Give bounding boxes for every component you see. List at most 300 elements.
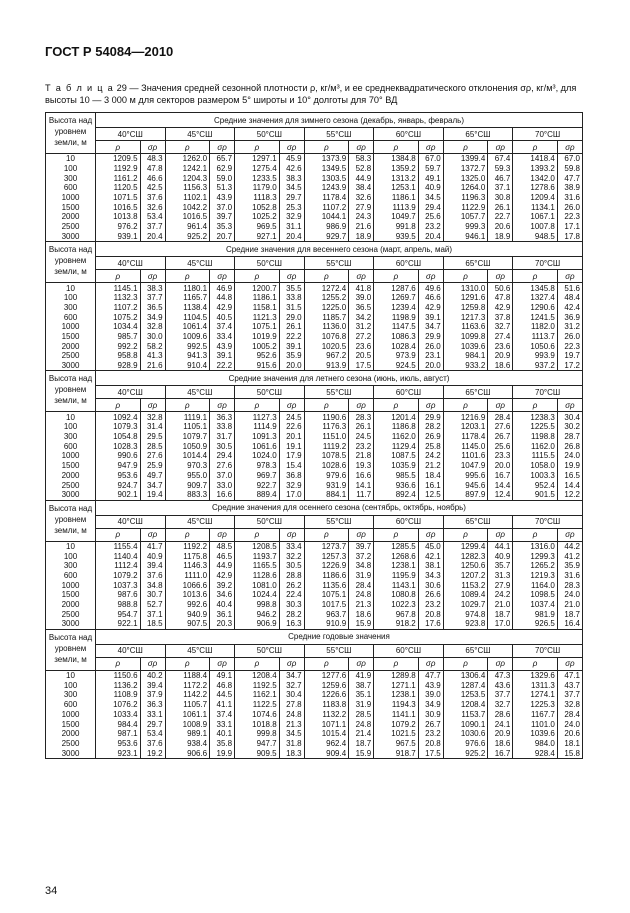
density-value: 1282.3 — [443, 551, 488, 561]
latitude-header: 40°СШ — [96, 515, 166, 528]
density-value: 947.9 — [96, 461, 141, 471]
sigma-value: 21.6 — [349, 222, 374, 232]
density-value: 1049.7 — [374, 212, 419, 222]
sigma-value: 26.0 — [418, 341, 443, 351]
density-value: 937.2 — [513, 361, 558, 371]
density-value: 1079.3 — [96, 422, 141, 432]
sigma-value: 46.5 — [210, 551, 235, 561]
sigma-header: σρ — [210, 399, 235, 412]
height-value: 100 — [46, 164, 96, 174]
height-value: 3000 — [46, 490, 96, 500]
table-row — [46, 670, 583, 680]
sigma-value: 34.6 — [210, 590, 235, 600]
density-value: 1195.9 — [374, 571, 419, 581]
density-value: 1287.6 — [374, 283, 419, 293]
sigma-value: 44.9 — [349, 173, 374, 183]
sigma-value: 28.4 — [488, 412, 513, 422]
latitude-header: 50°СШ — [235, 257, 305, 270]
density-value: 990.6 — [96, 451, 141, 461]
sigma-value: 16.1 — [418, 480, 443, 490]
density-value: 1163.6 — [443, 322, 488, 332]
density-value: 1373.9 — [304, 154, 349, 164]
density-value: 1209.4 — [513, 193, 558, 203]
sigma-value: 25.9 — [140, 461, 165, 471]
density-value: 979.6 — [304, 471, 349, 481]
sigma-value: 44.8 — [210, 293, 235, 303]
sigma-value: 37.4 — [210, 710, 235, 720]
density-value: 892.4 — [374, 490, 419, 500]
sigma-value: 67.0 — [418, 154, 443, 164]
sigma-value: 22.2 — [279, 332, 304, 342]
rho-header: ρ — [235, 399, 280, 412]
density-value: 1127.3 — [235, 412, 280, 422]
sigma-value: 30.8 — [488, 193, 513, 203]
density-value: 1349.5 — [304, 164, 349, 174]
sigma-value: 24.3 — [349, 212, 374, 222]
sigma-value: 23.1 — [418, 351, 443, 361]
density-value: 925.2 — [165, 232, 210, 242]
density-value: 924.7 — [96, 480, 141, 490]
sigma-value: 29.5 — [140, 432, 165, 442]
density-value: 986.9 — [304, 222, 349, 232]
sigma-value: 28.3 — [349, 412, 374, 422]
sigma-header: σρ — [349, 528, 374, 541]
sigma-value: 31.7 — [210, 432, 235, 442]
height-value: 100 — [46, 551, 96, 561]
rho-header: ρ — [513, 399, 558, 412]
sigma-value: 32.7 — [279, 680, 304, 690]
sigma-value: 37.1 — [140, 609, 165, 619]
height-value: 1500 — [46, 719, 96, 729]
density-value: 1119.1 — [165, 412, 210, 422]
height-value: 1000 — [46, 710, 96, 720]
sigma-value: 46.6 — [140, 173, 165, 183]
sigma-value: 42.6 — [279, 164, 304, 174]
latitude-header: 50°СШ — [235, 128, 305, 141]
height-value: 100 — [46, 680, 96, 690]
sigma-value: 20.0 — [418, 361, 443, 371]
table-row — [46, 561, 583, 571]
density-value: 1311.3 — [513, 680, 558, 690]
sigma-value: 38.3 — [140, 283, 165, 293]
sigma-value: 27.2 — [349, 332, 374, 342]
sigma-value: 25.8 — [418, 441, 443, 451]
sigma-header: σρ — [279, 141, 304, 154]
density-value: 1057.7 — [443, 212, 488, 222]
sigma-value: 31.2 — [557, 322, 582, 332]
density-value: 1029.7 — [443, 600, 488, 610]
density-value: 1145.0 — [443, 441, 488, 451]
density-value: 1273.7 — [304, 541, 349, 551]
document-header: ГОСТ Р 54084—2010 — [45, 44, 174, 59]
sigma-value: 18.9 — [349, 232, 374, 242]
symbol-header-row — [46, 399, 583, 412]
density-value: 1271.1 — [374, 680, 419, 690]
sigma-value: 39.7 — [349, 541, 374, 551]
sigma-value: 26.1 — [349, 422, 374, 432]
sigma-value: 16.7 — [488, 471, 513, 481]
density-value: 1359.2 — [374, 164, 419, 174]
density-value: 1200.7 — [235, 283, 280, 293]
density-value: 1393.2 — [513, 164, 558, 174]
sigma-value: 37.9 — [140, 690, 165, 700]
sigma-value: 18.9 — [488, 232, 513, 242]
sigma-value: 37.6 — [140, 739, 165, 749]
density-value: 939.5 — [374, 232, 419, 242]
table-row — [46, 202, 583, 212]
table-row — [46, 154, 583, 164]
sigma-value: 38.9 — [557, 183, 582, 193]
density-value: 1198.9 — [374, 312, 419, 322]
latitude-header: 45°СШ — [165, 386, 235, 399]
density-value: 1253.1 — [374, 183, 419, 193]
sigma-value: 21.0 — [557, 600, 582, 610]
rho-header: ρ — [374, 270, 419, 283]
density-value: 1008.9 — [165, 719, 210, 729]
density-value: 1185.7 — [304, 312, 349, 322]
sigma-value: 26.1 — [279, 322, 304, 332]
sigma-value: 19.2 — [140, 748, 165, 758]
density-value: 973.9 — [374, 351, 419, 361]
sigma-value: 28.6 — [488, 710, 513, 720]
latitude-header: 50°СШ — [235, 644, 305, 657]
sigma-value: 49.1 — [210, 670, 235, 680]
sigma-value: 24.0 — [557, 590, 582, 600]
sigma-value: 43.9 — [418, 680, 443, 690]
sigma-value: 42.9 — [418, 303, 443, 313]
sigma-value: 37.6 — [140, 571, 165, 581]
sigma-value: 51.6 — [557, 283, 582, 293]
sigma-value: 33.0 — [210, 480, 235, 490]
sigma-value: 37.7 — [140, 293, 165, 303]
density-value: 1241.5 — [513, 312, 558, 322]
sigma-value: 41.3 — [140, 351, 165, 361]
density-value: 1037.4 — [513, 600, 558, 610]
density-value: 1153.7 — [443, 710, 488, 720]
sigma-value: 23.2 — [349, 441, 374, 451]
density-value: 1113.7 — [513, 332, 558, 342]
sigma-value: 29.7 — [279, 193, 304, 203]
sigma-value: 41.2 — [557, 551, 582, 561]
sigma-value: 26.9 — [418, 432, 443, 442]
latitude-header: 55°СШ — [304, 386, 374, 399]
density-value: 946.2 — [235, 609, 280, 619]
density-value: 1299.3 — [513, 551, 558, 561]
density-value: 1034.4 — [96, 322, 141, 332]
rho-header: ρ — [304, 528, 349, 541]
height-value: 1000 — [46, 451, 96, 461]
density-value: 963.7 — [304, 609, 349, 619]
sigma-value: 30.5 — [279, 561, 304, 571]
density-value: 1076.2 — [96, 700, 141, 710]
sigma-value: 43.6 — [488, 680, 513, 690]
sigma-value: 20.8 — [418, 739, 443, 749]
sigma-value: 30.4 — [279, 690, 304, 700]
rho-header: ρ — [96, 270, 141, 283]
density-value: 1128.6 — [235, 571, 280, 581]
rho-header: ρ — [96, 141, 141, 154]
season-title: Средние значения для осеннего сезона (сентябрь, октябрь, ноябрь) — [96, 500, 583, 515]
sigma-header: σρ — [140, 141, 165, 154]
latitude-header: 60°СШ — [374, 515, 444, 528]
sigma-value: 19.4 — [140, 490, 165, 500]
density-value: 1028.4 — [374, 341, 419, 351]
density-value: 1143.1 — [374, 580, 419, 590]
density-value: 988.8 — [96, 600, 141, 610]
sigma-value: 24.5 — [279, 412, 304, 422]
sigma-value: 40.9 — [488, 551, 513, 561]
density-value: 987.1 — [96, 729, 141, 739]
sigma-value: 22.4 — [279, 590, 304, 600]
sigma-value: 45.0 — [418, 541, 443, 551]
density-value: 1162.0 — [513, 441, 558, 451]
density-value: 1192.2 — [165, 541, 210, 551]
sigma-value: 28.5 — [349, 710, 374, 720]
sigma-value: 28.4 — [349, 580, 374, 590]
sigma-value: 44.9 — [210, 561, 235, 571]
sigma-value: 40.9 — [418, 183, 443, 193]
density-value: 909.5 — [235, 748, 280, 758]
sigma-value: 32.8 — [557, 700, 582, 710]
latitude-header: 70°СШ — [513, 515, 583, 528]
density-value: 1141.1 — [374, 710, 419, 720]
table-row — [46, 580, 583, 590]
sigma-value: 31.6 — [557, 193, 582, 203]
sigma-value: 16.6 — [349, 471, 374, 481]
density-value: 1238.1 — [374, 690, 419, 700]
sigma-value: 36.8 — [279, 471, 304, 481]
density-value: 952.4 — [513, 480, 558, 490]
sigma-value: 40.5 — [210, 312, 235, 322]
sigma-value: 38.7 — [349, 680, 374, 690]
density-value: 1028.3 — [96, 441, 141, 451]
sigma-value: 62.9 — [210, 164, 235, 174]
density-value: 1013.6 — [165, 590, 210, 600]
density-value: 1198.8 — [513, 432, 558, 442]
sigma-value: 28.5 — [140, 441, 165, 451]
density-value: 931.9 — [304, 480, 349, 490]
sigma-value: 38.4 — [349, 183, 374, 193]
density-value: 1054.8 — [96, 432, 141, 442]
sigma-value: 14.4 — [557, 480, 582, 490]
sigma-value: 42.1 — [418, 551, 443, 561]
symbol-header-row — [46, 141, 583, 154]
page-number: 34 — [45, 885, 58, 897]
density-value: 1167.7 — [513, 710, 558, 720]
sigma-value: 34.9 — [418, 700, 443, 710]
density-value: 1257.3 — [304, 551, 349, 561]
sigma-value: 33.4 — [210, 332, 235, 342]
density-value: 1075.1 — [235, 322, 280, 332]
sigma-header: σρ — [210, 141, 235, 154]
sigma-value: 20.6 — [557, 729, 582, 739]
rho-header: ρ — [374, 141, 419, 154]
rho-header: ρ — [165, 141, 210, 154]
sigma-value: 12.2 — [557, 490, 582, 500]
sigma-value: 46.7 — [488, 173, 513, 183]
density-value: 1020.5 — [304, 341, 349, 351]
density-value: 1287.4 — [443, 680, 488, 690]
density-value: 926.5 — [513, 619, 558, 629]
sigma-value: 17.8 — [557, 232, 582, 242]
sigma-value: 17.5 — [349, 361, 374, 371]
density-value: 1275.4 — [235, 164, 280, 174]
caption-prefix: Т а б л и ц а — [45, 83, 115, 93]
density-value: 967.2 — [304, 351, 349, 361]
sigma-value: 20.7 — [210, 232, 235, 242]
sigma-header: σρ — [349, 399, 374, 412]
sigma-value: 27.6 — [210, 461, 235, 471]
sigma-value: 24.5 — [349, 432, 374, 442]
density-value: 1007.8 — [513, 222, 558, 232]
sigma-value: 34.8 — [349, 561, 374, 571]
density-value: 1192.5 — [235, 680, 280, 690]
sigma-value: 24.8 — [279, 710, 304, 720]
density-value: 1021.5 — [374, 729, 419, 739]
sigma-value: 20.3 — [210, 619, 235, 629]
density-value: 999.8 — [235, 729, 280, 739]
sigma-value: 31.8 — [279, 739, 304, 749]
sigma-value: 14.1 — [349, 480, 374, 490]
density-value: 1151.0 — [304, 432, 349, 442]
sigma-value: 47.7 — [418, 670, 443, 680]
density-value: 1135.6 — [304, 580, 349, 590]
density-value: 1014.4 — [165, 451, 210, 461]
rho-header: ρ — [235, 270, 280, 283]
sigma-value: 53.4 — [140, 729, 165, 739]
latitude-header: 70°СШ — [513, 257, 583, 270]
density-value: 938.4 — [165, 739, 210, 749]
height-value: 600 — [46, 441, 96, 451]
sigma-value: 16.4 — [557, 619, 582, 629]
height-value: 1500 — [46, 332, 96, 342]
density-value: 1262.0 — [165, 154, 210, 164]
density-value: 1050.9 — [165, 441, 210, 451]
latitude-header: 40°СШ — [96, 386, 166, 399]
sigma-header: σρ — [349, 657, 374, 670]
density-value: 1186.8 — [374, 422, 419, 432]
density-value: 1146.3 — [165, 561, 210, 571]
density-value: 897.9 — [443, 490, 488, 500]
sigma-value: 39.7 — [210, 212, 235, 222]
density-value: 1081.0 — [235, 580, 280, 590]
density-value: 992.6 — [165, 600, 210, 610]
density-value: 1091.3 — [235, 432, 280, 442]
density-value: 922.1 — [96, 619, 141, 629]
latitude-header-row — [46, 644, 583, 657]
symbol-header-row — [46, 270, 583, 283]
sigma-value: 24.0 — [557, 451, 582, 461]
height-value: 10 — [46, 412, 96, 422]
sigma-value: 21.4 — [349, 729, 374, 739]
density-value: 913.9 — [304, 361, 349, 371]
latitude-header: 65°СШ — [443, 257, 513, 270]
sigma-header: σρ — [279, 528, 304, 541]
density-value: 1306.4 — [443, 670, 488, 680]
density-value: 922.7 — [235, 480, 280, 490]
density-value: 1313.2 — [374, 173, 419, 183]
height-value: 1500 — [46, 461, 96, 471]
sigma-value: 37.8 — [488, 312, 513, 322]
density-value: 1142.2 — [165, 690, 210, 700]
season-header-row — [46, 113, 583, 128]
density-value: 1122.5 — [235, 700, 280, 710]
density-value: 1289.8 — [374, 670, 419, 680]
density-value: 1269.7 — [374, 293, 419, 303]
density-value: 1086.3 — [374, 332, 419, 342]
sigma-header: σρ — [140, 270, 165, 283]
density-value: 969.7 — [235, 471, 280, 481]
density-value: 1145.1 — [96, 283, 141, 293]
height-label: Высота над уровнем земли, м — [46, 629, 96, 670]
density-value: 1239.4 — [374, 303, 419, 313]
rho-header: ρ — [513, 528, 558, 541]
density-value: 1061.1 — [165, 710, 210, 720]
height-value: 10 — [46, 154, 96, 164]
sigma-value: 42.4 — [557, 303, 582, 313]
sigma-value: 47.8 — [488, 293, 513, 303]
latitude-header: 45°СШ — [165, 515, 235, 528]
density-value: 1243.9 — [304, 183, 349, 193]
density-value: 928.4 — [513, 748, 558, 758]
sigma-value: 39.0 — [349, 293, 374, 303]
sigma-header: σρ — [418, 528, 443, 541]
sigma-value: 41.7 — [140, 541, 165, 551]
sigma-value: 15.4 — [279, 461, 304, 471]
sigma-value: 26.0 — [557, 202, 582, 212]
latitude-header-row — [46, 515, 583, 528]
density-value: 1013.8 — [96, 212, 141, 222]
table-row — [46, 412, 583, 422]
density-value: 910.9 — [304, 619, 349, 629]
latitude-header: 40°СШ — [96, 257, 166, 270]
sigma-value: 47.1 — [557, 670, 582, 680]
height-value: 1500 — [46, 590, 96, 600]
sigma-value: 37.4 — [210, 322, 235, 332]
density-value: 907.5 — [165, 619, 210, 629]
sigma-value: 25.6 — [418, 212, 443, 222]
sigma-header: σρ — [279, 270, 304, 283]
height-value: 1000 — [46, 322, 96, 332]
density-value: 923.1 — [96, 748, 141, 758]
latitude-header: 65°СШ — [443, 128, 513, 141]
latitude-header: 60°СШ — [374, 128, 444, 141]
density-value: 946.1 — [443, 232, 488, 242]
density-value: 1156.3 — [165, 183, 210, 193]
density-value: 1022.3 — [374, 600, 419, 610]
density-value: 969.5 — [235, 222, 280, 232]
density-value: 909.4 — [304, 748, 349, 758]
sigma-value: 23.2 — [418, 222, 443, 232]
sigma-value: 47.7 — [557, 173, 582, 183]
sigma-value: 24.2 — [488, 590, 513, 600]
sigma-value: 29.0 — [279, 312, 304, 322]
sigma-value: 25.6 — [488, 441, 513, 451]
sigma-value: 18.7 — [488, 609, 513, 619]
sigma-value: 17.6 — [418, 619, 443, 629]
table-row — [46, 719, 583, 729]
sigma-value: 30.6 — [418, 580, 443, 590]
density-value: 1042.2 — [165, 202, 210, 212]
sigma-value: 37.0 — [210, 471, 235, 481]
density-value: 1179.0 — [235, 183, 280, 193]
density-value: 991.8 — [374, 222, 419, 232]
sigma-value: 29.9 — [418, 412, 443, 422]
sigma-value: 34.8 — [140, 580, 165, 590]
sigma-value: 32.8 — [140, 412, 165, 422]
sigma-value: 34.7 — [418, 322, 443, 332]
sigma-value: 18.6 — [349, 609, 374, 619]
